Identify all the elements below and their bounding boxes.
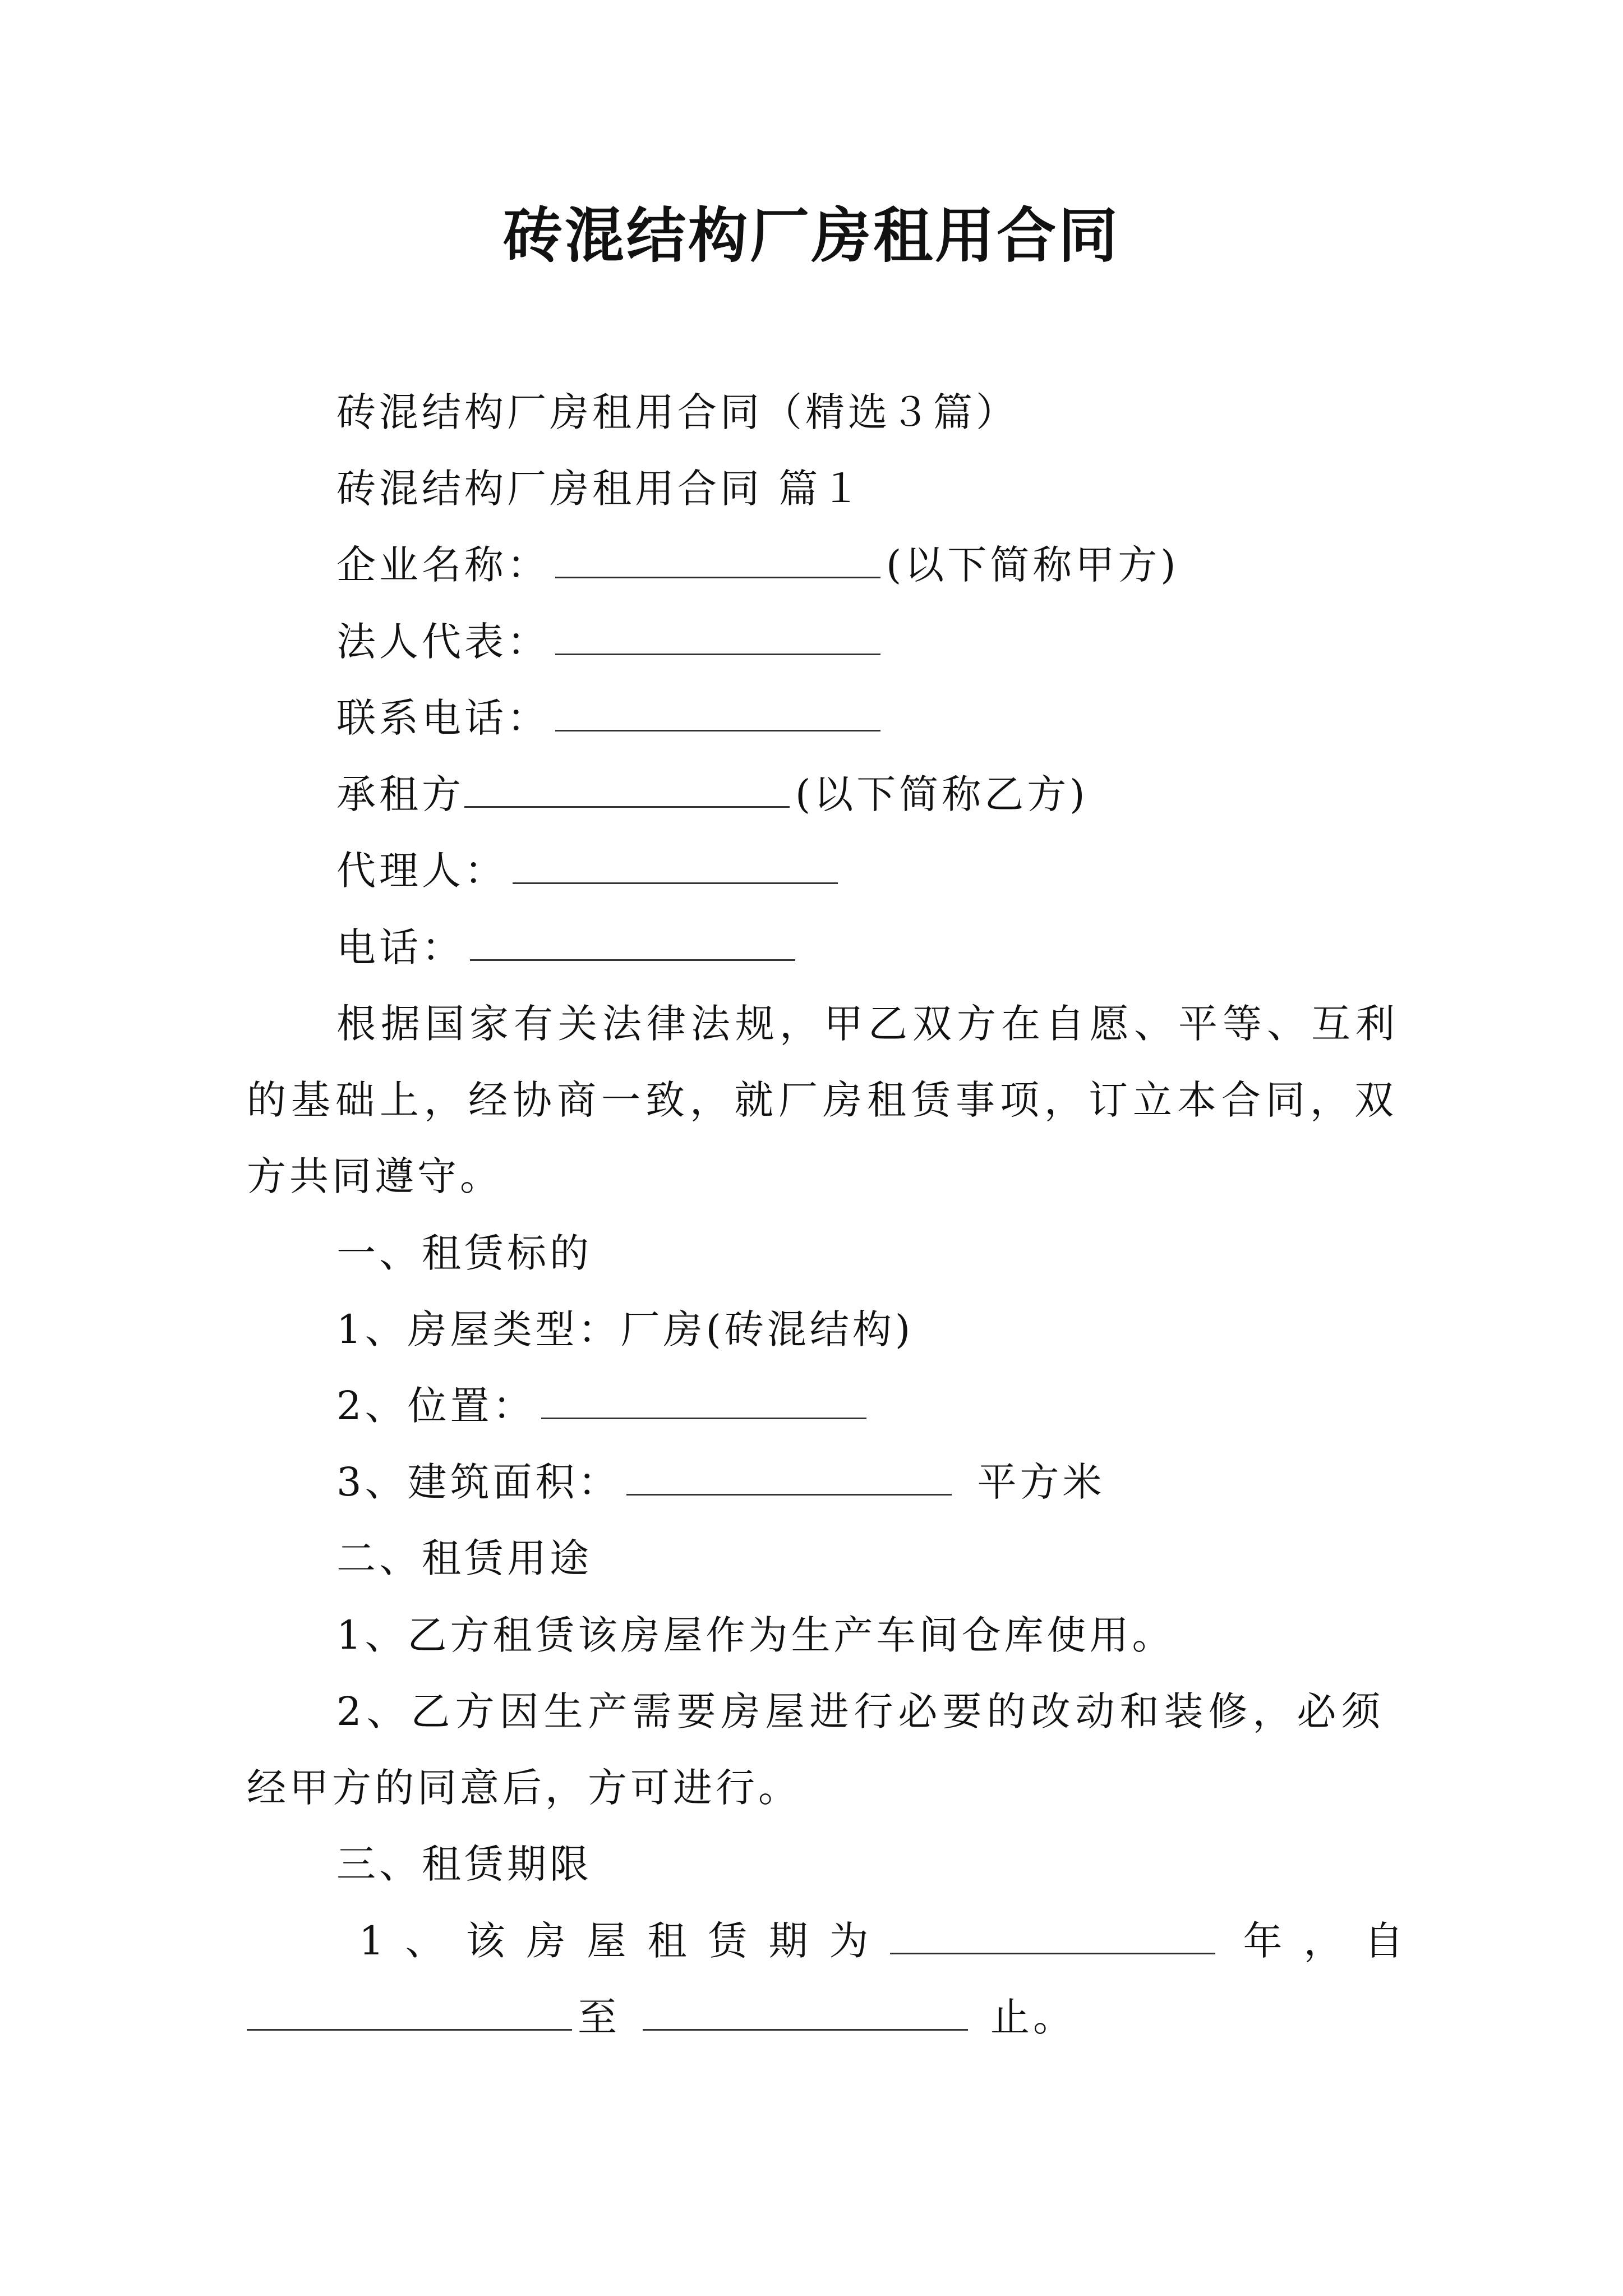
lease-end-word: 止。 <box>990 1994 1076 2040</box>
agent-line <box>336 840 843 901</box>
lease-years-unit: 年，自 <box>1243 1918 1425 1964</box>
party-a-note: (以下简称甲方) <box>886 542 1179 588</box>
phone-label: 电话： <box>336 924 464 970</box>
section-1-item-3 <box>336 1451 1105 1513</box>
phone-blank <box>470 924 795 961</box>
lease-years-blank <box>890 1918 1215 1954</box>
lease-term-label: 1、该房屋租赁期为 <box>359 1918 890 1964</box>
document-title: 砖混结构厂房租用合同 <box>503 200 1120 270</box>
location-blank <box>541 1383 866 1419</box>
lessee-blank <box>464 771 790 808</box>
legal-representative-label: 法人代表： <box>336 619 550 665</box>
section-heading-part1: 砖混结构厂房租用合同 篇１ <box>336 466 864 512</box>
legal-representative-blank <box>555 619 880 655</box>
company-name-line <box>336 534 1179 596</box>
party-b-note: (以下简称乙方) <box>795 771 1089 817</box>
floor-area-label: 3、建筑面积： <box>336 1459 621 1505</box>
lessee-line <box>336 763 1089 825</box>
location-label: 2、位置： <box>336 1383 536 1429</box>
section-2-item-2-line-2: 经甲方的同意后，方可进行。 <box>247 1765 801 1811</box>
contact-phone-blank <box>555 695 880 731</box>
company-name-label: 企业名称： <box>336 542 550 588</box>
section-3-item-1-line-2 <box>247 1986 1076 2048</box>
section-2-item-1: 1、乙方租赁该房屋作为生产车间仓库使用。 <box>336 1612 1175 1658</box>
section-1-item-2 <box>336 1375 872 1437</box>
lessee-label: 承租方 <box>336 771 464 817</box>
intro-paragraph-line-1: 根据国家有关法律法规，甲乙双方在自愿、平等、互利 <box>336 1001 1400 1047</box>
lease-to-word: 至 <box>578 1994 620 2040</box>
contact-phone-label: 联系电话： <box>336 695 550 741</box>
company-name-blank <box>555 542 880 578</box>
agent-blank <box>513 848 838 884</box>
intro-paragraph-line-3: 方共同遵守。 <box>247 1153 502 1199</box>
phone-line <box>336 917 801 978</box>
section-1-item-1: 1、房屋类型：厂房(砖混结构) <box>336 1306 914 1352</box>
lease-start-blank <box>247 1994 572 2031</box>
section-3-heading: 三、租赁期限 <box>336 1841 592 1887</box>
agent-label: 代理人： <box>336 848 507 894</box>
section-2-item-2-line-1: 2、乙方因生产需要房屋进行必要的改动和装修，必须 <box>336 1688 1386 1734</box>
floor-area-unit: 平方米 <box>977 1459 1105 1505</box>
section-1-heading: 一、租赁标的 <box>336 1230 592 1276</box>
section-3-item-1-line-1 <box>359 1910 1425 1972</box>
legal-representative-line <box>336 611 886 673</box>
subtitle-selection: 砖混结构厂房租用合同（精选３篇） <box>336 389 1018 435</box>
intro-paragraph-line-2: 的基础上，经协商一致，就厂房租赁事项，订立本合同，双 <box>247 1077 1399 1123</box>
lease-end-blank <box>643 1994 968 2031</box>
section-2-heading: 二、租赁用途 <box>336 1535 592 1581</box>
floor-area-blank <box>626 1459 952 1496</box>
contact-phone-line <box>336 687 886 749</box>
